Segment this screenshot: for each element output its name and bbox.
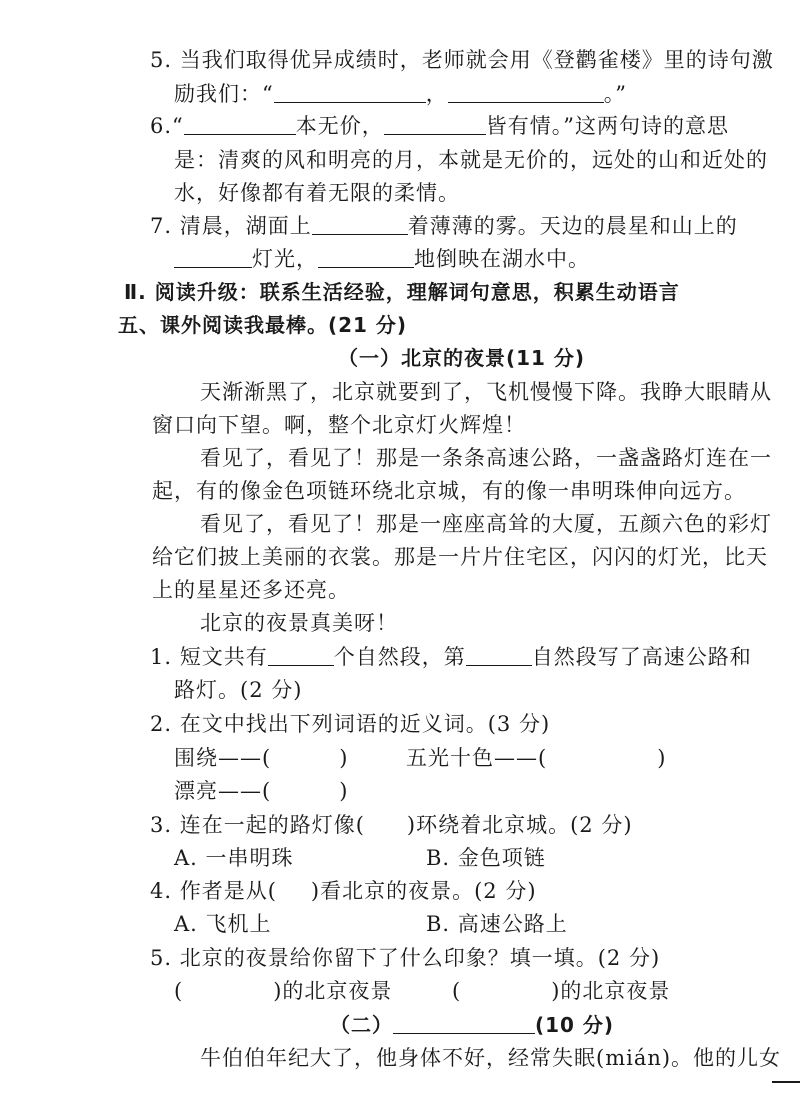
reading-q3-option-a[interactable]: A. 一串明珠 xyxy=(174,846,294,870)
impression-2-close: )的北京夜景 xyxy=(551,979,671,1003)
section-5-heading: 五、课外阅读我最棒。(21 分) xyxy=(118,313,408,337)
passage-2-title-prefix: （二） xyxy=(330,1013,393,1037)
passage-2-line-1: 牛伯伯年纪大了，他身体不好，经常失眠(mián)。他的儿女 xyxy=(200,1046,782,1070)
passage-1-line-2: 窗口向下望。啊，整个北京灯火辉煌！ xyxy=(152,413,526,437)
blank-verse-2[interactable] xyxy=(448,82,604,103)
page-edge-mark xyxy=(772,1081,800,1083)
question-5-end: 。” xyxy=(603,82,627,106)
blank-reflection[interactable] xyxy=(318,247,414,268)
question-6-prefix: 6.“ xyxy=(150,114,184,138)
passage-1-line-5: 看见了，看见了！那是一座座高耸的大厦，五颜六色的彩灯 xyxy=(200,512,772,536)
passage-1-line-7: 上的星星还多还亮。 xyxy=(152,578,350,602)
passage-1-line-6: 给它们披上美丽的衣裳。那是一片片住宅区，闪闪的灯光，比天 xyxy=(152,545,768,569)
reading-q3-b: )环绕着北京城。(2 分) xyxy=(406,813,633,837)
passage-1-title: （一）北京的夜景(11 分) xyxy=(338,346,586,370)
reading-q4-b: )看北京的夜景。(2 分) xyxy=(310,879,537,903)
blank-paragraph-number[interactable] xyxy=(466,645,532,666)
blank-lake-fog[interactable] xyxy=(312,214,408,235)
synonym-surround-close: ) xyxy=(339,746,349,770)
question-5-line-2 xyxy=(174,80,627,108)
synonym-pretty xyxy=(174,777,348,805)
reading-question-5: 5. 北京的夜景给你留下了什么印象？填一填。(2 分) xyxy=(150,946,661,970)
question-5-prefix: 励我们：“ xyxy=(174,82,274,106)
blank-paragraph-count[interactable] xyxy=(268,645,334,666)
blank-mountain-water[interactable] xyxy=(384,114,486,135)
synonym-surround-label: 围绕——( xyxy=(174,746,272,770)
impression-1 xyxy=(174,977,392,1005)
question-7-prefix: 7. 清晨，湖面上 xyxy=(150,214,312,238)
passage-1-line-3: 看见了，看见了！那是一条条高速公路，一盏盏路灯连在一 xyxy=(200,446,772,470)
impression-2-open: ( xyxy=(452,979,462,1003)
reading-q1-c: 自然段写了高速公路和 xyxy=(531,645,752,669)
synonym-colorful xyxy=(406,744,666,772)
question-6-mid: 本无价， xyxy=(295,114,384,138)
synonym-pretty-close: ) xyxy=(339,779,349,803)
passage-2-title-score: (10 分) xyxy=(535,1013,615,1037)
question-6-line-3: 水，好像都有着无限的柔情。 xyxy=(174,181,460,205)
synonym-colorful-close: ) xyxy=(657,746,667,770)
passage-1-line-4: 起，有的像金色项链环绕北京城，有的像一串明珠伸向远方。 xyxy=(152,479,746,503)
reading-q4-a: 4. 作者是从( xyxy=(150,879,277,903)
reading-q4-option-a[interactable]: A. 飞机上 xyxy=(174,912,272,936)
question-6-line-2: 是：清爽的风和明亮的月，本就是无价的，远处的山和近处的 xyxy=(174,148,768,172)
blank-verse-1[interactable] xyxy=(274,82,426,103)
reading-question-3 xyxy=(150,811,633,839)
reading-q1-b: 个自然段，第 xyxy=(333,645,466,669)
reading-question-1-line-1 xyxy=(150,643,752,671)
passage-1-line-8: 北京的夜景真美呀！ xyxy=(200,611,398,635)
passage-1-line-1: 天渐渐黑了，北京就要到了，飞机慢慢下降。我睁大眼睛从 xyxy=(200,380,772,404)
question-7-mid: 着薄薄的雾。天边的晨星和山上的 xyxy=(407,214,738,238)
passage-2-title xyxy=(330,1011,614,1039)
synonym-colorful-label: 五光十色——( xyxy=(406,746,548,770)
question-5-comma: ， xyxy=(425,82,448,106)
impression-1-close: )的北京夜景 xyxy=(273,979,393,1003)
impression-1-open: ( xyxy=(174,979,184,1003)
reading-question-4 xyxy=(150,877,537,905)
reading-question-2-line-1: 2. 在文中找出下列词语的近义词。(3 分) xyxy=(150,712,551,736)
blank-lights[interactable] xyxy=(174,247,252,268)
impression-2 xyxy=(452,977,670,1005)
blank-passage-2-title[interactable] xyxy=(393,1013,535,1034)
reading-question-1-line-2: 路灯。(2 分) xyxy=(174,678,303,702)
reading-q4-option-b[interactable]: B. 高速公路上 xyxy=(426,912,568,936)
question-7-mid2: 灯光， xyxy=(252,247,318,271)
question-6-line-1 xyxy=(150,112,729,140)
blank-wind-moon[interactable] xyxy=(184,114,296,135)
synonym-surround xyxy=(174,744,348,772)
section-2-heading: Ⅱ. 阅读升级：联系生活经验，理解词句意思，积累生动语言 xyxy=(124,280,680,304)
reading-q3-option-b[interactable]: B. 金色项链 xyxy=(426,846,546,870)
question-5-line-1: 5. 当我们取得优异成绩时，老师就会用《登鹳雀楼》里的诗句激 xyxy=(150,48,774,72)
synonym-pretty-label: 漂亮——( xyxy=(174,779,272,803)
question-6-end: 皆有情。”这两句诗的意思 xyxy=(485,114,730,138)
question-7-line-2 xyxy=(174,245,590,273)
question-7-line-1 xyxy=(150,212,738,240)
question-7-end: 地倒映在湖水中。 xyxy=(414,247,590,271)
reading-q3-a: 3. 连在一起的路灯像( xyxy=(150,813,365,837)
reading-q1-a: 1. 短文共有 xyxy=(150,645,268,669)
